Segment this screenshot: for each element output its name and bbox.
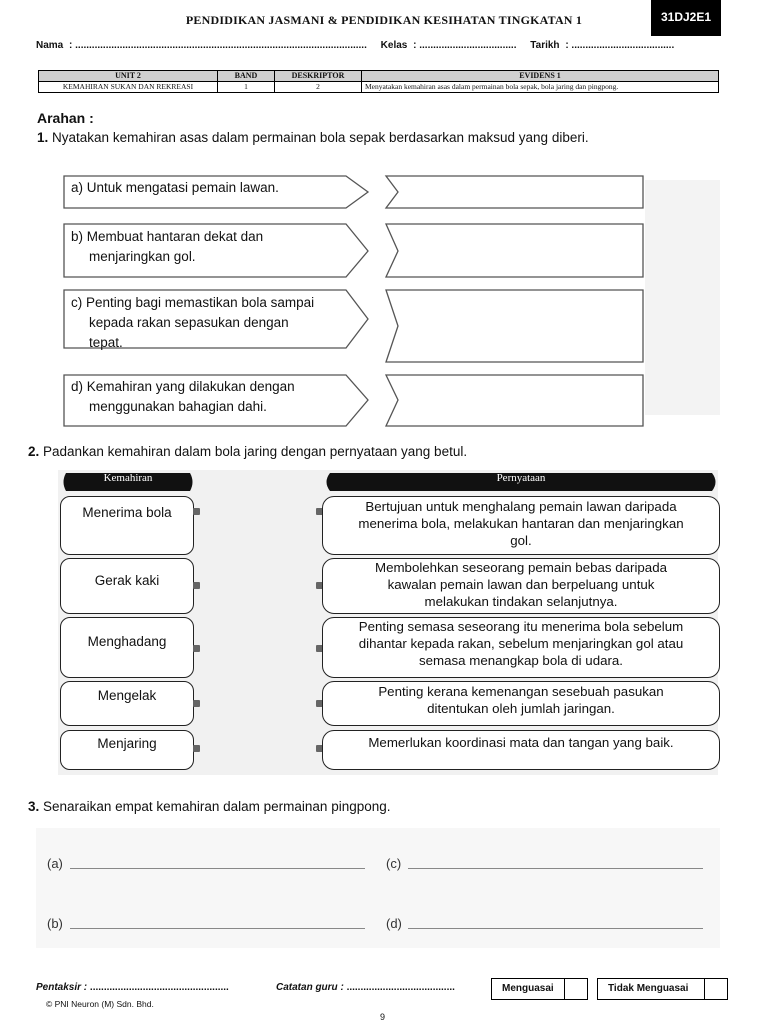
statement-1-line: menerima bola, melakukan hantaran dan menjaringkan: [358, 516, 684, 531]
instructions-heading: Arahan :: [37, 110, 94, 126]
q1-item-c-line: kepada rakan sepasukan dengan: [89, 315, 289, 330]
skill-connector-dot[interactable]: [193, 700, 200, 707]
question-1-number: 1.: [37, 130, 49, 145]
pentaksir-label: Pentaksir :: [36, 982, 88, 993]
header-unit: UNIT 2: [39, 71, 218, 82]
statement-2-line: melakukan tindakan selanjutnya.: [424, 594, 618, 609]
statement-4-line: ditentukan oleh jumlah jaringan.: [427, 701, 615, 716]
pentaksir-value[interactable]: ..................................................: [89, 982, 229, 993]
kelas-field[interactable]: : ...................................: [413, 40, 517, 51]
statement-5-line: Memerlukan koordinasi mata dan tangan yang baik.: [368, 735, 674, 750]
q1-item-c-line: c) Penting bagi memastikan bola sampai: [71, 295, 315, 310]
skill-menerima-bola[interactable]: Menerima bola: [60, 496, 194, 555]
question-2: [28, 444, 467, 459]
kemahiran-header-label: Kemahiran: [103, 472, 153, 484]
question-2-text: Padankan kemahiran dalam bola jaring dengan pernyataan yang betul.: [43, 444, 468, 459]
q3-background: [36, 828, 720, 948]
teacher-note-field: [276, 982, 455, 993]
q1c-answer-box: [386, 290, 643, 362]
tarikh-field[interactable]: : .....................................: [565, 40, 675, 51]
tidak-menguasai-label: Tidak Menguasai: [608, 983, 689, 994]
statement-3[interactable]: [322, 617, 720, 678]
answer-d-line[interactable]: [408, 928, 703, 929]
statement-1-line: Bertujuan untuk menghalang pemain lawan daripada: [365, 499, 677, 514]
question-1-text: Nyatakan kemahiran asas dalam permainan bola sepak berdasarkan maksud yang diberi.: [52, 130, 589, 145]
header-deskriptor: DESKRIPTOR: [275, 71, 362, 82]
kelas-label: Kelas: [380, 40, 408, 51]
nama-field[interactable]: : .........................................................................................................: [69, 40, 367, 51]
answer-b-label: (b): [47, 916, 63, 931]
pernyataan-header-label: Pernyataan: [496, 472, 546, 484]
decorative-panel: [645, 180, 720, 415]
question-3-text: Senaraikan empat kemahiran dalam permainan pingpong.: [43, 799, 391, 814]
question-2-number: 2.: [28, 444, 40, 459]
q1-item-b: [71, 227, 263, 267]
answer-d-label: (d): [386, 916, 402, 931]
assessor-field: [36, 982, 229, 993]
menguasai-tickbox[interactable]: [564, 979, 587, 999]
statement-2-line: Membolehkan seseorang pemain bebas daripada: [375, 560, 667, 575]
student-info-fields: [36, 40, 677, 51]
skill-connector-dot[interactable]: [193, 582, 200, 589]
q1-item-c-line: tepat.: [89, 335, 123, 350]
q1-item-d-line: menggunakan bahagian dahi.: [89, 399, 267, 414]
q1-item-c: [71, 293, 314, 353]
skill-menjaring[interactable]: Menjaring: [60, 730, 194, 770]
cell-evidens: Menyatakan kemahiran asas dalam permainan bola sepak, bola jaring dan pingpong.: [362, 82, 719, 93]
q1-item-a-line: a) Untuk mengatasi pemain lawan.: [71, 180, 279, 195]
statement-3-line: Penting semasa seseorang itu menerima bola sebelum: [358, 619, 684, 634]
statement-2-line: kawalan pemain lawan dan berpeluang untuk: [387, 577, 655, 592]
answer-a-label: (a): [47, 856, 63, 871]
q1-item-b-line: b) Membuat hantaran dekat dan: [71, 229, 264, 244]
menguasai-checkbox[interactable]: [491, 978, 588, 1000]
q1b-answer-box: [386, 224, 643, 277]
unit-table-row: [39, 82, 719, 93]
skill-menghadang[interactable]: Menghadang: [60, 617, 194, 678]
skill-connector-dot[interactable]: [193, 645, 200, 652]
statement-3-line: dihantar kepada rakan, sebelum menjaringkan gol atau: [358, 636, 684, 651]
q1-item-b-line: menjaringkan gol.: [89, 249, 196, 264]
catatan-value[interactable]: .......................................: [346, 982, 455, 993]
skill-connector-dot[interactable]: [193, 745, 200, 752]
catatan-label: Catatan guru :: [276, 982, 344, 993]
q1d-answer-box: [386, 375, 643, 426]
worksheet-title: PENDIDIKAN JASMANI & PENDIDIKAN KESIHATAN TINGKATAN 1: [185, 13, 583, 27]
statement-2[interactable]: [322, 558, 720, 614]
q1-item-d-line: d) Kemahiran yang dilakukan dengan: [71, 379, 295, 394]
answer-b-line[interactable]: [70, 928, 365, 929]
skill-mengelak[interactable]: Mengelak: [60, 681, 194, 726]
header-evidens: EVIDENS 1: [362, 71, 719, 82]
statement-1[interactable]: [322, 496, 720, 555]
statement-3-line: semasa menangkap bola di udara.: [418, 653, 624, 668]
question-3-number: 3.: [28, 799, 40, 814]
question-1: [37, 130, 589, 145]
q1-item-a: [71, 178, 279, 198]
worksheet-code-badge: 31DJ2E1: [651, 0, 721, 36]
skill-gerak-kaki[interactable]: Gerak kaki: [60, 558, 194, 614]
nama-label: Nama: [36, 40, 64, 51]
q1a-answer-box: [386, 176, 643, 208]
skill-connector-dot[interactable]: [193, 508, 200, 515]
answer-c-label: (c): [386, 856, 402, 871]
cell-band: 1: [218, 82, 275, 93]
answer-a-line[interactable]: [70, 868, 365, 869]
copyright-text: © PNI Neuron (M) Sdn. Bhd.: [46, 999, 154, 1009]
statement-1-line: gol.: [510, 533, 532, 548]
cell-unit: KEMAHIRAN SUKAN DAN REKREASI: [39, 82, 218, 93]
answer-c-line[interactable]: [408, 868, 703, 869]
unit-table-header-row: [39, 71, 719, 82]
question-3: [28, 799, 391, 814]
statement-4-line: Penting kerana kemenangan sesebuah pasukan: [378, 684, 664, 699]
page-number: 9: [380, 1012, 386, 1022]
cell-deskriptor: 2: [275, 82, 362, 93]
statement-4[interactable]: [322, 681, 720, 726]
tidak-menguasai-tickbox[interactable]: [704, 979, 727, 999]
header-band: BAND: [218, 71, 275, 82]
tidak-menguasai-checkbox[interactable]: [597, 978, 728, 1000]
tarikh-label: Tarikh: [530, 40, 560, 51]
unit-table: [38, 70, 719, 93]
menguasai-label: Menguasai: [502, 983, 554, 994]
statement-5[interactable]: [322, 730, 720, 770]
q1-item-d: [71, 377, 295, 417]
